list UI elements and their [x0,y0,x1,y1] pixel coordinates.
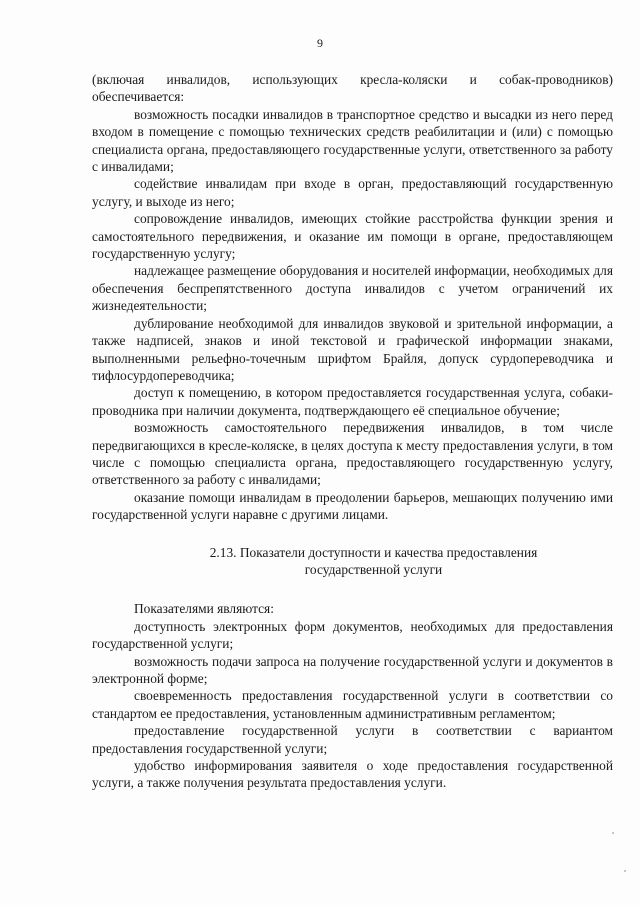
paragraph: Показателями являются: [134,601,274,617]
section-heading-line: государственной услуги [304,561,443,577]
paragraph: предоставление государственной услуги в соответствии с вариантом предоставления государственной услуги; [92,723,613,756]
section-heading-line: 2.13. Показатели доступности и качества предоставления [209,544,538,560]
paragraph: возможность посадки инвалидов в транспортное средство и высадки из него перед входом в помещение с помощью технических средств реабилитации и (или) с помощью специалиста органа, предоставляющего государственные услуги, ответственного за работу с инвалидами; [92,106,613,175]
paragraph: (включая инвалидов, использующих кресла-коляски и собак-проводников) обеспечивается: [92,72,613,105]
document-body [92,71,613,792]
scan-speck [624,870,626,872]
paragraph: возможность подачи запроса на получение государственной услуги и документов в электронной форме; [92,653,613,686]
paragraph: возможность самостоятельного передвижения инвалидов, в том числе передвигающихся в кресле-коляске, в целях доступа к месту предоставления услуги, в том числе с помощью специалиста органа, предоставляющего государственную услугу, ответственного за работу с инвалидами; [92,420,613,488]
paragraph: удобство информирования заявителя о ходе предоставления государственной услуги, а также получения результата предоставления услуги. [92,758,613,791]
paragraph: своевременность предоставления государственной услуги в соответствии со стандартом ее предоставления, установленным административным регламентом; [92,688,613,721]
paragraph: доступность электронных форм документов, необходимых для предоставления государственной услуги; [92,618,613,652]
paragraph: сопровождение инвалидов, имеющих стойкие расстройства функции зрения и самостоятельного передвижения, и оказание им помощи в органе, предоставляющем государственную услугу; [92,211,613,262]
paragraph: дублирование необходимой для инвалидов звуковой и зрительной информации, а также надписей, знаков и иной текстовой и графической информации знаками, выполненными рельефно-точечным шрифтом Брайля, допуск сурдопереводчика и тифлосурдопереводчика; [92,315,613,383]
paragraph: оказание помощи инвалидам в преодолении барьеров, мешающих получению ими государственной услуги наравне с другими лицами. [92,489,613,523]
page-number: 9 [317,36,323,50]
section-heading [92,544,613,579]
paragraph: доступ к помещению, в котором предоставляется государственная услуга, собаки-проводника при наличии документа, подтверждающего её специальное обучение; [92,385,613,418]
paragraph: надлежащее размещение оборудования и носителей информации, необходимых для обеспечения беспрепятственного доступа инвалидов с учетом ограничений их жизнедеятельности; [92,263,613,314]
scan-speck [612,832,614,834]
paragraph: содействие инвалидам при входе в орган, предоставляющий государственную услугу, и выходе из него; [92,176,613,209]
